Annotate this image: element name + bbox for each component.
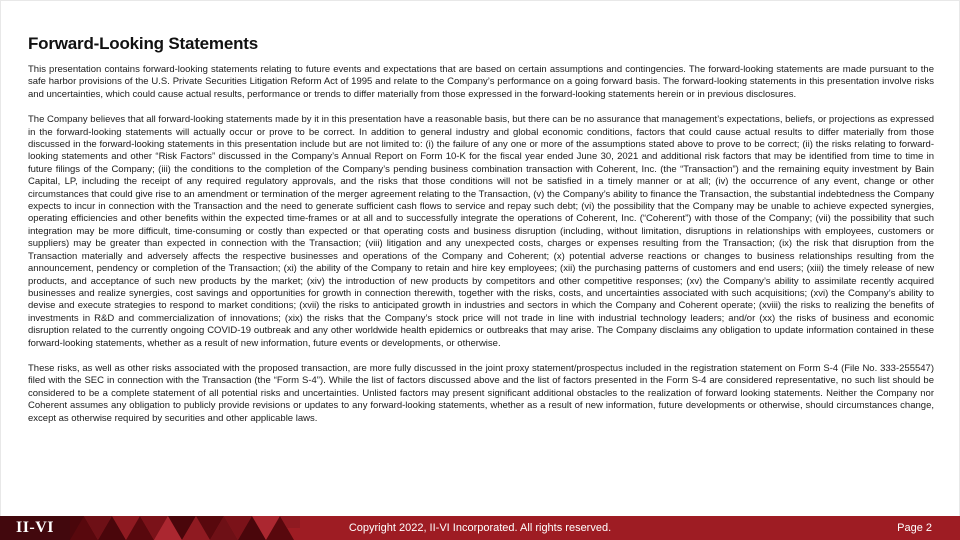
paragraph-risk-factors: The Company believes that all forward-looking statements made by it in this presentation have a reasonable basis, but there can be no assurance that management’s expectations, beliefs, or projections as expressed in the forward-looking statements will actually occur or prove to be correct. In addition to general industry and global economic conditions, factors that could cause actual results to differ materially from those discussed in the forward-looking statements in this presentation include but are not limited to: (i) the failure of any one or more of the assumptions stated above to prove to be correct; (ii) the risks relating to forward-looking statements and other “Risk Factors” discussed in the Company’s Annual Report on Form 10-K for the fiscal year ended June 30, 2021 and additional risk factors that may be identified from time to time in future filings of the Company; (iii) the conditions to the completion of the Company’s pending business combination transaction with Coherent, Inc. (the “Transaction”) and the remaining equity investment by Bain Capital, LP, including the receipt of any required regulatory approvals, and the risks that those conditions will not be satisfied in a timely manner or at all; (iv) the occurrence of any event, change or other circumstances that could give rise to an amendment or termination of the merger agreement relating to the Transaction, (v) the Company’s ability to finance the Transaction, the substantial indebtedness the Company expects to incur in connection with the Transaction and the need to generate sufficient cash flows to service and repay such debt; (vi) the possibility that the Company may be unable to achieve expected synergies, operating efficiencies and other benefits within the expected time-frames or at all and to successfully integrate the operations of Coherent, Inc. (“Coherent”) with those of the Company; (vii) the possibility that such integration may be more difficult, time-consuming or costly than expected or that operating costs and business disruption (including, without limitation, disruptions in relationships with employees, customers or suppliers) may be greater than expected in connection with the Transaction; (viii) litigation and any unexpected costs, charges or expenses resulting from the Transaction; (ix) the risk that disruption from the Transaction materially and adversely affects the respective businesses and operations of the Company and Coherent; (x) potential adverse reactions or changes to business relationships resulting from the announcement, pendency or completion of the Transaction; (xi) the ability of the Company to retain and hire key employees; (xii) the purchasing patterns of customers and end users; (xiii) the timely release of new products, and acceptance of such new products by the market; (xiv) the introduction of new products by competitors and other competitive responses; (xv) the Company’s ability to assimilate recently acquired businesses and realize synergies, cost savings and opportunities for growth in connection therewith, together with the risks, costs, and uncertainties associated with such acquisitions; (xvi) the Company’s ability to devise and execute strategies to respond to market conditions; (xvii) the risks to anticipated growth in industries and sectors in which the Company and Coherent operate; (xviii) the risks to realizing the benefits of investments in R&D and commercialization of innovations; (xix) the risks that the Company’s stock price will not trade in line with industrial technology leaders; and/or (xx) the risks of business and economic disruption related to the currently ongoing COVID-19 outbreak and any other worldwide health epidemics or outbreaks that may arise. The Company disclaims any obligation to update information contained in these forward-looking statements, whether as a result of new information, future events or developments, or otherwise. xyxy=(28,114,935,349)
paragraph-safe-harbor: This presentation contains forward-looking statements relating to future events and expectations that are based on certain assumptions and contingencies. The forward-looking statements are made pursuant to the safe harbor provisions of the U.S. Private Securities Litigation Reform Act of 1995 and relate to the Company’s performance on a going forward basis. The forward-looking statements in this presentation involve risks and uncertainties, which could cause actual results, performance or trends to differ materially from those expressed in the forward-looking statements herein or in previous disclosures. xyxy=(28,64,934,100)
body-text xyxy=(28,64,934,438)
footer-bar xyxy=(0,516,960,540)
iivi-logo xyxy=(0,516,70,540)
paragraph-form-s4: These risks, as well as other risks associated with the proposed transaction, are more fully discussed in the joint proxy statement/prospectus included in the registration statement on Form S-4 (File No. 333-255547) filed with the SEC in connection with the Transaction (the “Form S-4”). While the list of factors discussed above and the list of factors presented in the Form S-4 are considered representative, no such list should be considered to be a complete statement of all potential risks and uncertainties. Unlisted factors may present significant additional obstacles to the realization of forward looking statements. Neither the Company nor Coherent assumes any obligation to publicly provide revisions or updates to any forward-looking statements, whether as a result of new information, future developments or otherwise, should circumstances change, except as otherwise required by securities and other applicable laws. xyxy=(28,362,934,424)
page-number: Page 2 xyxy=(897,522,932,534)
footer-copyright: Copyright 2022, II-VI Incorporated. All rights reserved. xyxy=(348,522,612,534)
page-title: Forward-Looking Statements xyxy=(28,34,258,53)
iivi-logo-text: II-VI xyxy=(15,519,55,536)
